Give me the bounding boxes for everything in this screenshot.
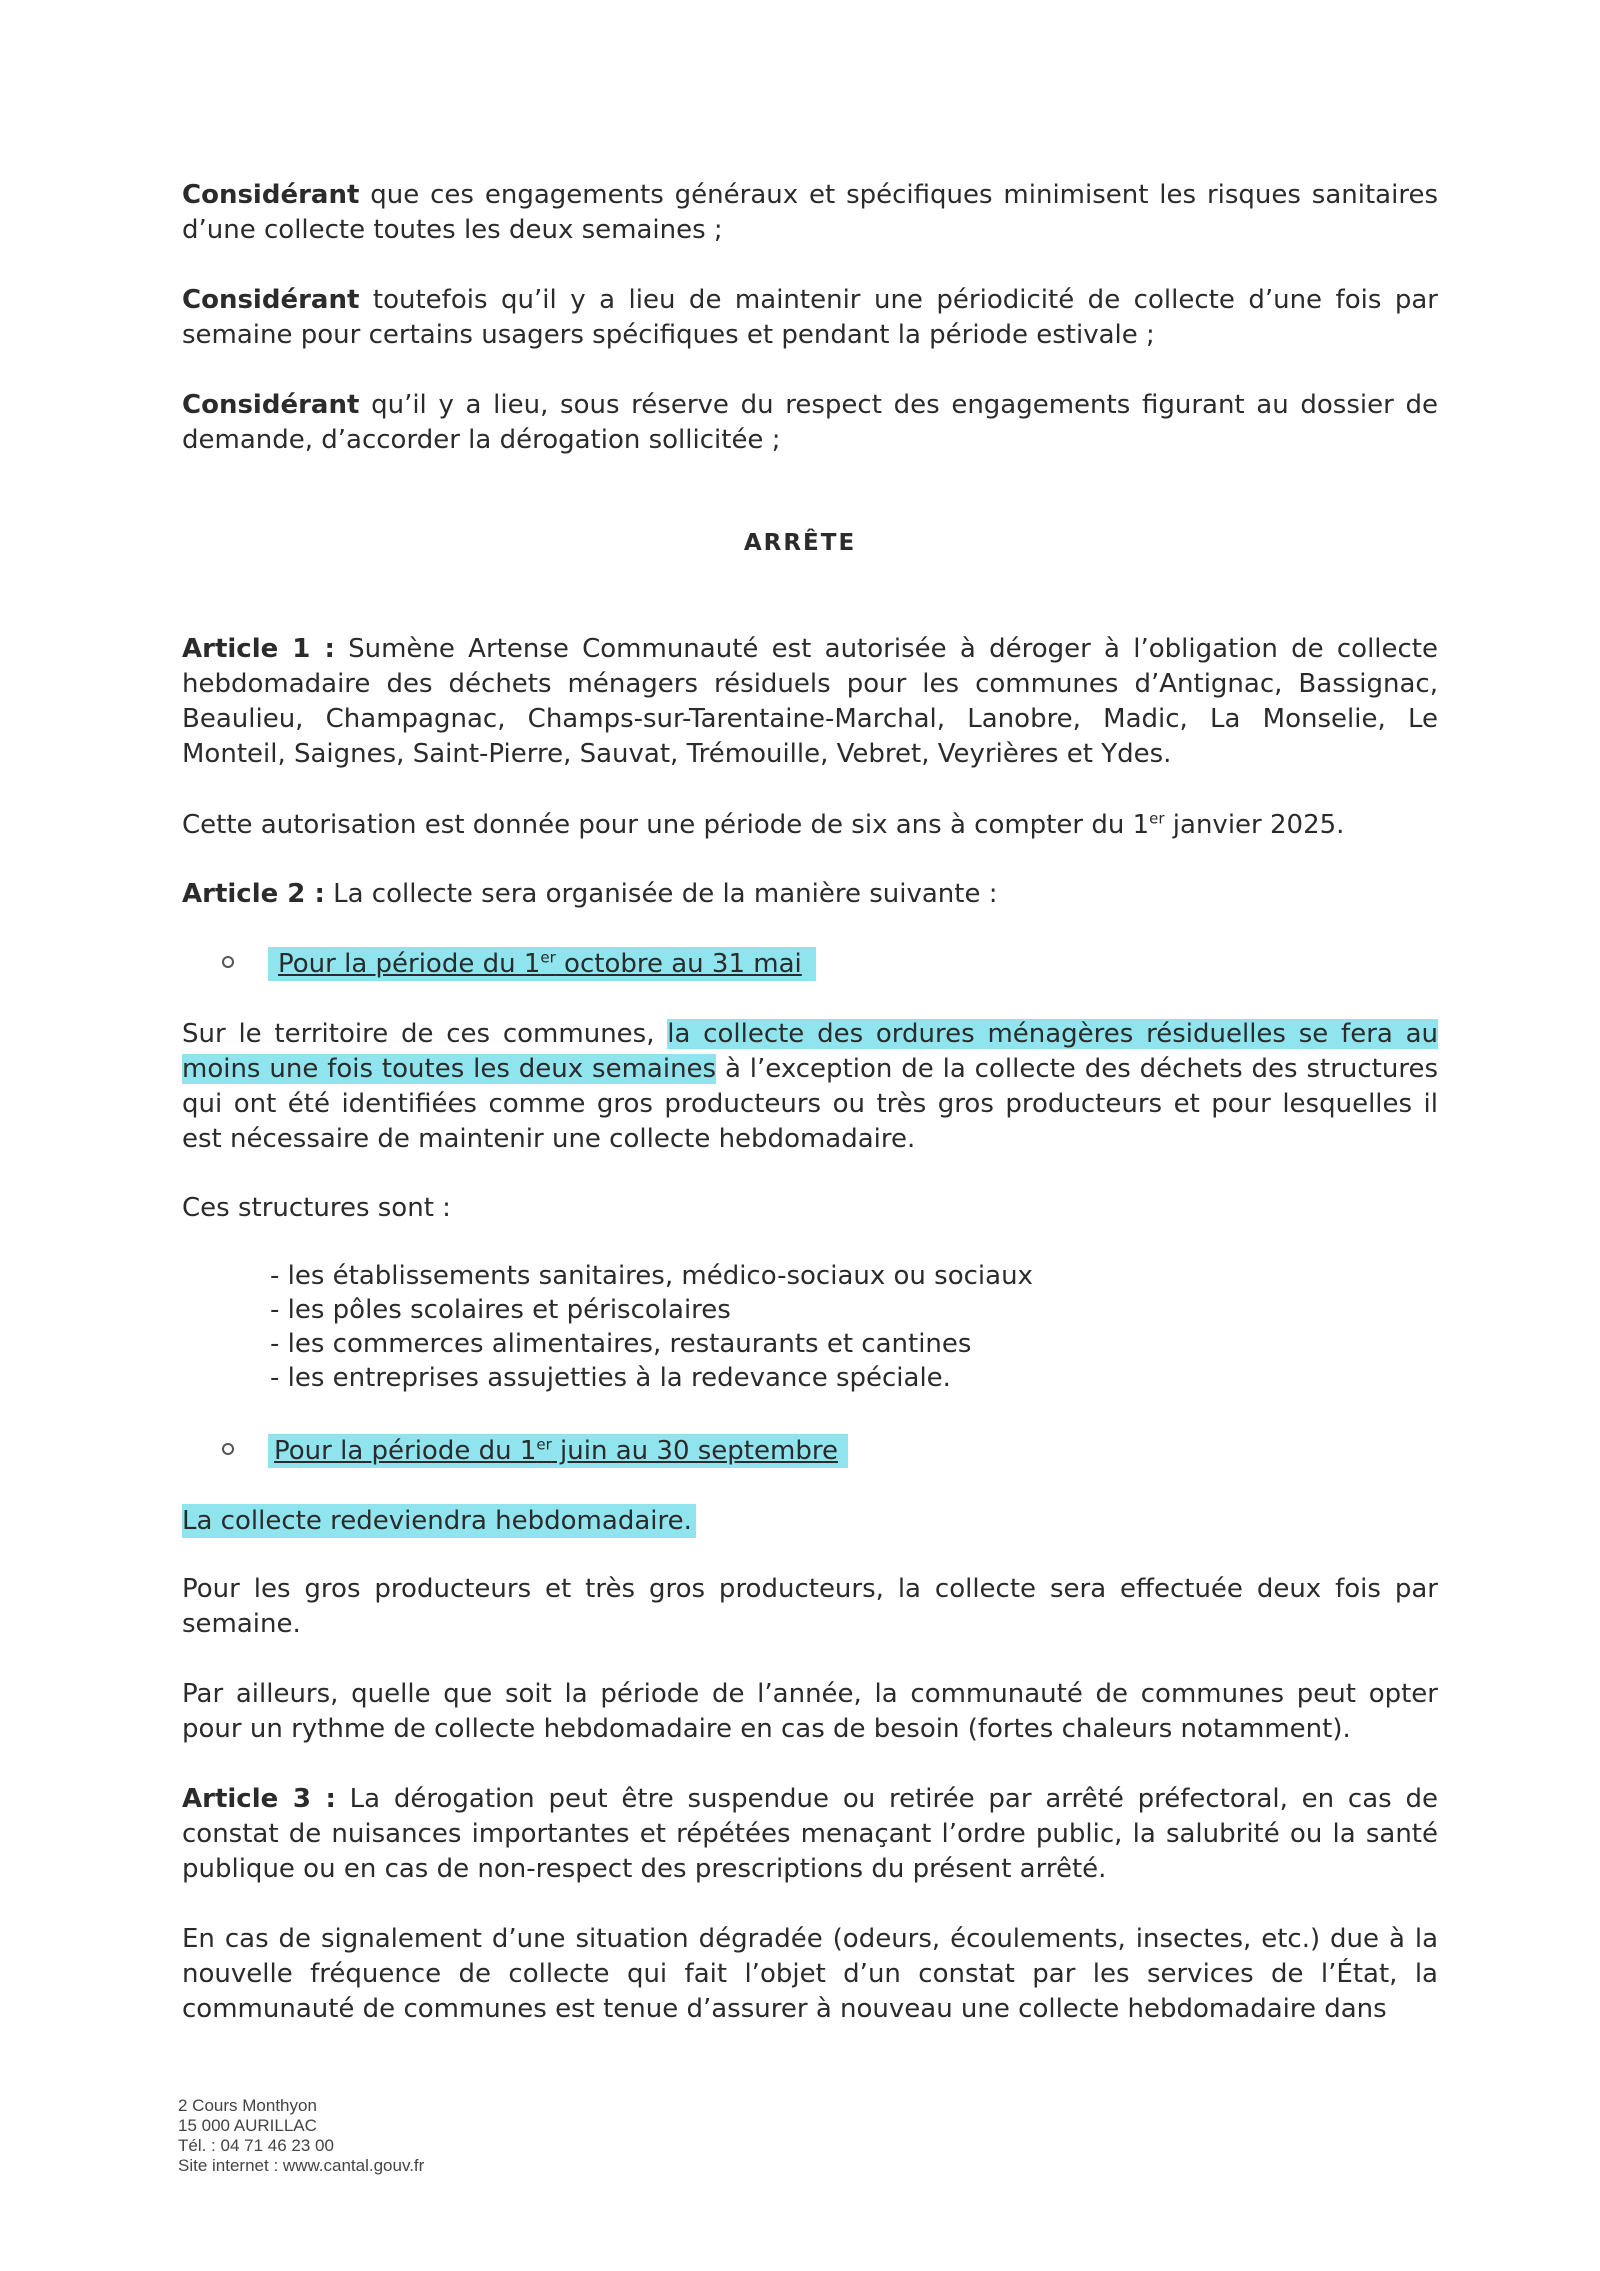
considerant-lead: Considérant xyxy=(182,390,360,420)
structures-list xyxy=(270,1259,1033,1395)
weekly-highlight: La collecte redeviendra hebdomadaire. xyxy=(182,1504,696,1538)
period-1-bullet xyxy=(222,947,816,982)
period-1-sup: er xyxy=(540,948,556,967)
article-3-text: La dérogation peut être suspendue ou retirée par arrêté préfectoral, en cas de constat de nuisances importantes et répétées menaçant l’ordre public, la salubrité ou la santé publique ou en cas de non-respect des prescriptions du présent arrêté. xyxy=(182,1784,1438,1884)
period-2-pre: Pour la période du 1 xyxy=(274,1436,537,1466)
footer-line: 15 000 AURILLAC xyxy=(178,2116,317,2135)
list-item: - les commerces alimentaires, restaurants et cantines xyxy=(270,1329,972,1359)
footer-line: Site internet : www.cantal.gouv.fr xyxy=(178,2156,425,2175)
considerant-text: que ces engagements généraux et spécifiques minimisent les risques sanitaires d’une collecte toutes les deux semaines ; xyxy=(182,180,1438,245)
option-paragraph: Par ailleurs, quelle que soit la période de l’année, la communauté de communes peut opter pour un rythme de collecte hebdomadaire en cas de besoin (fortes chaleurs notamment). xyxy=(182,1679,1438,1744)
duration-text: Cette autorisation est donnée pour une période de six ans à compter du 1 xyxy=(182,810,1150,840)
considerant-text: qu’il y a lieu, sous réserve du respect des engagements figurant au dossier de demande, d’accorder la dérogation sollicitée ; xyxy=(182,390,1438,455)
article-2-intro xyxy=(182,877,1438,912)
period-1-post: octobre au 31 mai xyxy=(555,949,802,979)
para-highlight: la collecte des ordures ménagères résiduelles se fera au moins une fois toutes les deux semaines xyxy=(182,1019,1438,1084)
period-2-sup: er xyxy=(536,1435,552,1454)
footer-line: 2 Cours Monthyon xyxy=(178,2096,317,2115)
para-end: à l’exception de la collecte des déchets des structures qui ont été identifiées comme gros producteurs ou très gros producteurs et pour lesquelles il est nécessaire de maintenir une collecte hebdomadaire. xyxy=(182,1054,1438,1154)
considerant-3 xyxy=(182,388,1438,458)
list-item: - les pôles scolaires et périscolaires xyxy=(270,1295,731,1325)
weekly-statement xyxy=(182,1504,1438,1539)
structures-intro: Ces structures sont : xyxy=(182,1193,451,1223)
article-3-paragraph-2: En cas de signalement d’une situation dégradée (odeurs, écoulements, insectes, etc.) due à la nouvelle fréquence de collecte qui fait l’objet d’un constat par les services de l’État, la communauté de communes est tenue d’assurer à nouveau une collecte hebdomadaire dans xyxy=(182,1924,1438,2024)
considerant-2 xyxy=(182,283,1438,353)
period-2-bullet xyxy=(222,1434,848,1469)
article-1 xyxy=(182,632,1438,772)
period-1-label xyxy=(268,947,816,981)
considerant-text: toutefois qu’il y a lieu de maintenir une périodicité de collecte d’une fois par semaine pour certains usagers spécifiques et pendant la période estivale ; xyxy=(182,285,1438,350)
bullet-icon xyxy=(222,1443,234,1455)
period-2-post: juin au 30 septembre xyxy=(551,1436,838,1466)
duration-text-end: janvier 2025. xyxy=(1164,810,1345,840)
article-3 xyxy=(182,1782,1438,1887)
article-2-text: La collecte sera organisée de la manière suivante : xyxy=(324,879,998,909)
period-1-pre: Pour la période du 1 xyxy=(278,949,541,979)
footer-line: Tél. : 04 71 46 23 00 xyxy=(178,2136,334,2155)
para-start: Sur le territoire de ces communes, xyxy=(182,1019,668,1049)
duration-sup: er xyxy=(1149,809,1165,828)
gros-producteurs-paragraph: Pour les gros producteurs et très gros producteurs, la collecte sera effectuée deux fois par semaine. xyxy=(182,1574,1438,1639)
considerant-lead: Considérant xyxy=(182,180,360,210)
article-1-duration xyxy=(182,808,1438,843)
list-item: - les établissements sanitaires, médico-sociaux ou sociaux xyxy=(270,1261,1033,1291)
article-1-label: Article 1 : xyxy=(182,634,335,664)
considerant-1 xyxy=(182,178,1438,248)
article-2-paragraph-1 xyxy=(182,1017,1438,1157)
article-1-text: Sumène Artense Communauté est autorisée à déroger à l’obligation de collecte hebdomadaire des déchets ménagers résiduels pour les communes d’Antignac, Bassignac, Beaulieu, Champagnac, Champs-sur-Tarentaine-Marchal, Lanobre, Madic, La Monselie, Le Monteil, Saignes, Saint-Pierre, Sauvat, Trémouille, Vebret, Veyrières et Ydes. xyxy=(182,634,1438,769)
article-2-label: Article 2 : xyxy=(182,879,325,909)
list-item: - les entreprises assujetties à la redevance spéciale. xyxy=(270,1363,951,1393)
footer-address xyxy=(178,2096,424,2176)
considerant-lead: Considérant xyxy=(182,285,360,315)
period-2-label xyxy=(268,1434,848,1468)
arrete-heading: ARRÊTE xyxy=(743,530,857,556)
bullet-icon xyxy=(222,956,234,968)
article-3-label: Article 3 : xyxy=(182,1784,336,1814)
